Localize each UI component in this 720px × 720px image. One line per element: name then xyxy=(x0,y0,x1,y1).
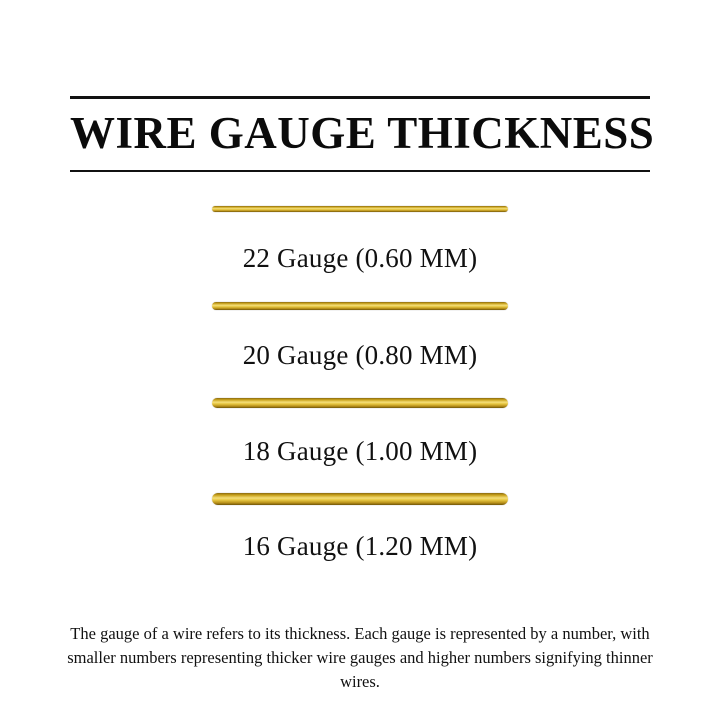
page-title: WIRE GAUGE THICKNESS xyxy=(70,108,655,158)
wire-bar-18 xyxy=(212,398,508,408)
gauge-row-22 xyxy=(0,206,720,274)
wire-bar-16 xyxy=(212,493,508,505)
gauge-row-18 xyxy=(0,398,720,467)
wire-wrap-20 xyxy=(0,302,720,310)
gauge-label-18: 18 Gauge (1.00 MM) xyxy=(242,436,478,466)
description-note: The gauge of a wire refers to its thickness. Each gauge is represented by a number, with smaller numbers representing thicker wire gauges and higher numbers signifying thinner wires. xyxy=(67,624,653,691)
title-block xyxy=(70,96,655,172)
gauge-label-16: 16 Gauge (1.20 MM) xyxy=(242,531,478,561)
title-bottom-rule xyxy=(70,170,650,172)
wire-wrap-16 xyxy=(0,493,720,505)
wire-wrap-22 xyxy=(0,206,720,212)
gauge-row-20 xyxy=(0,302,720,371)
gauge-label-20: 20 Gauge (0.80 MM) xyxy=(242,340,478,370)
gauge-row-16 xyxy=(0,493,720,562)
gauge-list xyxy=(0,196,720,562)
gauge-label-22: 22 Gauge (0.60 MM) xyxy=(242,243,478,273)
wire-wrap-18 xyxy=(0,398,720,408)
wire-bar-22 xyxy=(212,206,508,212)
wire-bar-20 xyxy=(212,302,508,310)
